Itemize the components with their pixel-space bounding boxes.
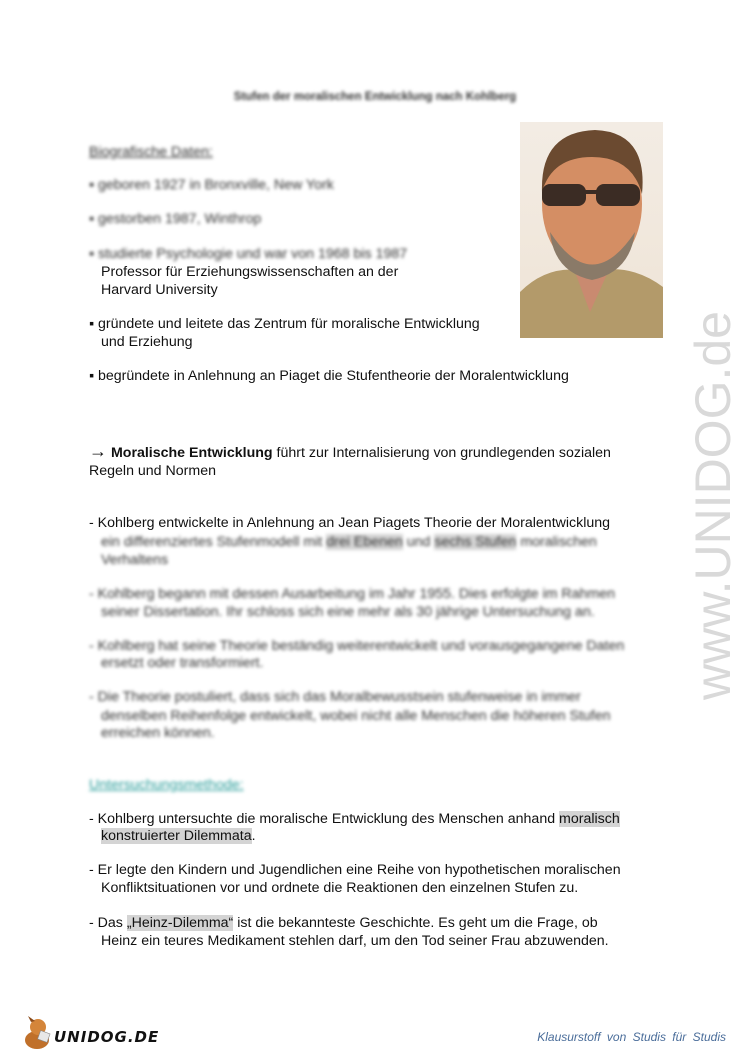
- bio-item: und Erziehung: [101, 334, 193, 350]
- para-line: - Kohlberg begann mit dessen Ausarbeitung im Jahr 1955. Dies erfolgte im Rahmen: [89, 586, 616, 602]
- bio-item: ▪ gestorben 1987, Winthrop: [89, 211, 262, 227]
- bio-item: Harvard University: [101, 282, 218, 298]
- highlight-text: konstruierter Dilemmata: [101, 828, 252, 844]
- para-text: moralischen: [516, 534, 597, 550]
- para-line: - Kohlberg entwickelte in Anlehnung an Jean Piagets Theorie der Moralentwicklung: [89, 515, 611, 531]
- moral-rest: führt zur Internalisierung von grundlegenden sozialen: [272, 445, 611, 461]
- dog-icon: [22, 1016, 56, 1050]
- logo-text: UNIDOG.DE: [54, 1028, 160, 1046]
- method-text: ist die bekannteste Geschichte. Es geht um die Frage, ob: [233, 915, 598, 931]
- method-line: Heinz ein teures Medikament stehlen darf, um den Tod seiner Frau abzuwenden.: [101, 933, 609, 949]
- page-title: Stufen der moralischen Entwicklung nach Kohlberg: [233, 91, 517, 103]
- method-heading: Untersuchungsmethode:: [89, 777, 244, 793]
- method-text: - Kohlberg untersuchte die moralische Entwicklung des Menschen anhand: [89, 811, 560, 827]
- moral-statement: [89, 442, 611, 462]
- bio-item: ▪ geboren 1927 in Bronxville, New York: [89, 177, 334, 193]
- method-line: [89, 810, 620, 828]
- highlight-text: sechs Stufen: [434, 534, 517, 550]
- bio-item: Professor für Erziehungswissenschaften an der: [101, 264, 399, 280]
- unidog-logo[interactable]: [22, 1016, 160, 1050]
- highlight-text: „Heinz-Dilemma“: [126, 915, 234, 931]
- bio-item: ▪ begründete in Anlehnung an Piaget die Stufentheorie der Moralentwicklung: [89, 368, 569, 384]
- watermark: www.UNIDOG.de: [685, 311, 741, 700]
- bio-item: ▪ gründete und leitete das Zentrum für moralische Entwicklung: [89, 316, 480, 332]
- footer-tagline: Klausurstoff von Studis für Studis: [537, 1030, 726, 1044]
- para-text: und: [402, 534, 435, 550]
- para-line: denselben Reihenfolge entwickelt, wobei nicht alle Menschen die höheren Stufen: [101, 708, 611, 724]
- para-line: seiner Dissertation. Ihr schloss sich eine mehr als 30 jährige Untersuchung an.: [101, 604, 595, 620]
- moral-bold: Moralische Entwicklung: [110, 445, 273, 461]
- method-line: [101, 827, 256, 845]
- para-line: Verhaltens: [101, 552, 169, 568]
- bio-item: ▪ studierte Psychologie und war von 1968 bis 1987: [89, 246, 408, 262]
- method-text: .: [251, 828, 256, 844]
- method-line: - Er legte den Kindern und Jugendlichen eine Reihe von hypothetischen moralischen: [89, 862, 621, 878]
- para-line: - Kohlberg hat seine Theorie beständig weiterentwickelt und vorausgegangene Daten: [89, 638, 625, 654]
- para-line: - Die Theorie postuliert, dass sich das Moralbewusstsein stufenweise in immer: [89, 689, 581, 705]
- bio-heading: Biografische Daten:: [89, 144, 213, 160]
- para-text: ein differenziertes Stufenmodell mit: [101, 534, 327, 550]
- para-line: erreichen können.: [101, 725, 215, 741]
- portrait-photo: [520, 122, 663, 338]
- moral-line2: Regeln und Normen: [89, 463, 216, 479]
- highlight-text: drei Ebenen: [326, 534, 403, 550]
- para-line: [101, 533, 597, 551]
- highlight-text: moralisch: [559, 811, 620, 827]
- arrow-icon: →: [89, 441, 107, 461]
- para-line: ersetzt oder transformiert.: [101, 655, 264, 671]
- method-text: - Das: [89, 915, 127, 931]
- method-line: Konfliktsituationen vor und ordnete die Reaktionen den einzelnen Stufen zu.: [101, 880, 579, 896]
- method-line: [89, 914, 598, 932]
